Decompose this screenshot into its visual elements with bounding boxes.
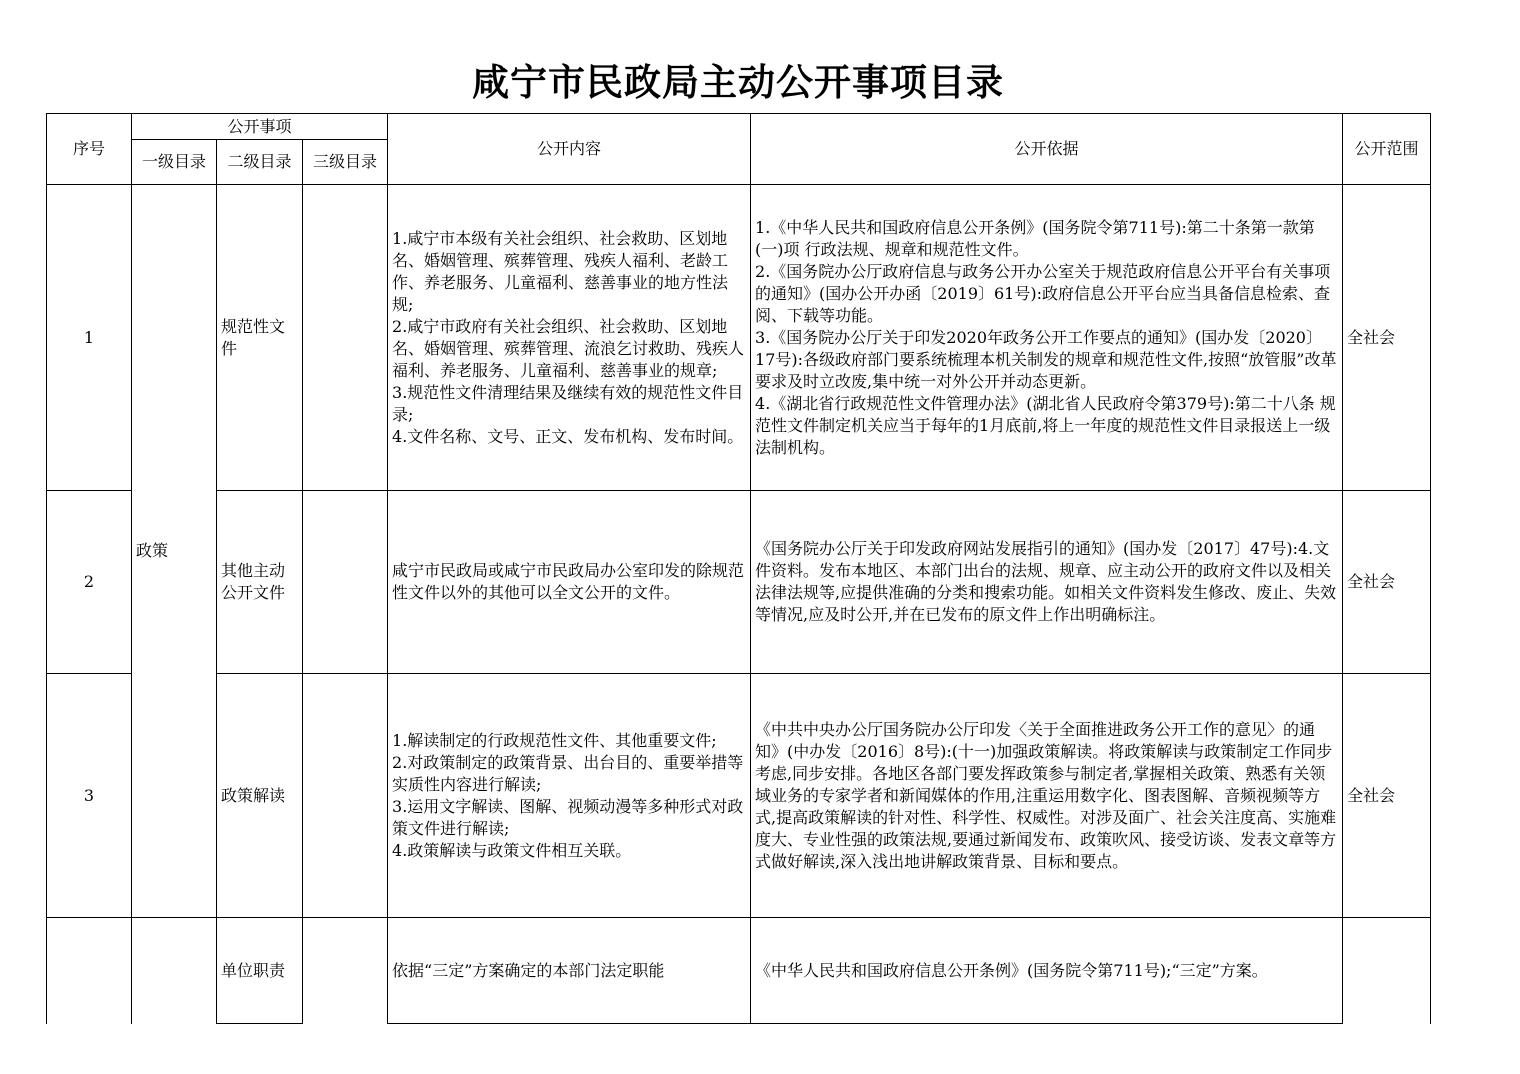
row-basis: 《中华人民共和国政府信息公开条例》(国务院令第711号);“三定”方案。 — [751, 918, 1343, 1024]
row-level2: 规范性文 件 — [217, 185, 303, 491]
table-row — [47, 491, 1431, 674]
row-content: 1.解读制定的行政规范性文件、其他重要文件; 2.对政策制定的政策背景、出台目的、重要举措等实质性内容进行解读; 3.运用文字解读、图解、视频动漫等多种形式对政策文件进行解读; 4.政策解读与政策文件相互关联。 — [388, 674, 751, 918]
row-scope: 全社会 — [1343, 185, 1431, 491]
row-level2: 单位职责 — [217, 918, 303, 1024]
row-content: 1.咸宁市本级有关社会组织、社会救助、区划地名、婚姻管理、殡葬管理、残疾人福利、老龄工作、养老服务、儿童福利、慈善事业的地方性法规; 2.咸宁市政府有关社会组织、社会救助、区划地名、婚姻管理、殡葬管理、流浪乞讨救助、残疾人福利、养老服务、儿童福利、慈善事业的规章; 3.规范性文件清理结果及继续有效的规范性文件目录; 4.文件名称、文号、正文、发布机构、发布时间。 — [388, 185, 751, 491]
row-basis: 《国务院办公厅关于印发政府网站发展指引的通知》(国办发〔2017〕47号):4.文件资料。发布本地区、本部门出台的法规、规章、应主动公开的政府文件以及相关法律法规等,应提供准确的分类和搜索功能。如相关文件资料发生修改、废止、失效等情况,应及时公开,并在已发布的原文件上作出明确标注。 — [751, 491, 1343, 674]
row-seq: 1 — [47, 185, 132, 491]
row-seq: 2 — [47, 491, 132, 674]
header-level3: 三级目录 — [303, 140, 388, 185]
row-level3 — [303, 491, 388, 674]
row-level2: 其他主动 公开文件 — [217, 491, 303, 674]
row-basis: 1.《中华人民共和国政府信息公开条例》(国务院令第711号):第二十条第一款第(一)项 行政法规、规章和规范性文件。 2.《国务院办公厅政府信息与政务公开办公室关于规范政府信息公开平台有关事项的通知》(国办公开办函〔2019〕61号):政府信息公开平台应当具备信息检索、查阅、下载等功能。 3.《国务院办公厅关于印发2020年政务公开工作要点的通知》(国办发〔2020〕17号):各级政府部门要系统梳理本机关制发的规章和规范性文件,按照“放管服”改革要求及时立改废,集中统一对外公开并动态更新。 4.《湖北省行政规范性文件管理办法》(湖北省人民政府令第379号):第二十八条 规范性文件制定机关应当于每年的1月底前,将上一年度的规范性文件目录报送上一级法制机构。 — [751, 185, 1343, 491]
row-scope: 全社会 — [1343, 674, 1431, 918]
header-basis: 公开依据 — [751, 114, 1343, 185]
table-row — [47, 674, 1431, 918]
row-scope — [1343, 918, 1431, 1024]
header-level2: 二级目录 — [217, 140, 303, 185]
header-content: 公开内容 — [388, 114, 751, 185]
row-seq — [47, 918, 132, 1024]
row-level3 — [303, 674, 388, 918]
header-items-group: 公开事项 — [132, 114, 388, 140]
level1-policy: 政策 — [132, 185, 217, 918]
table-row — [47, 918, 1431, 1024]
page-title: 咸宁市民政局主动公开事项目录 — [472, 60, 1004, 104]
row-content: 咸宁市民政局或咸宁市民政局办公室印发的除规范性文件以外的其他可以全文公开的文件。 — [388, 491, 751, 674]
header-seq: 序号 — [47, 114, 132, 185]
row-seq: 3 — [47, 674, 132, 918]
header-level1: 一级目录 — [132, 140, 217, 185]
row-content: 依据“三定”方案确定的本部门法定职能 — [388, 918, 751, 1024]
row-level2: 政策解读 — [217, 674, 303, 918]
row-level3 — [303, 918, 388, 1024]
table-row — [47, 185, 1431, 491]
header-row-1 — [47, 114, 1431, 140]
header-scope: 公开范围 — [1343, 114, 1431, 185]
row-scope: 全社会 — [1343, 491, 1431, 674]
row-level3 — [303, 185, 388, 491]
disclosure-catalog-table — [46, 113, 1431, 1024]
row-basis: 《中共中央办公厅国务院办公厅印发〈关于全面推进政务公开工作的意见〉的通知》(中办发〔2016〕8号):(十一)加强政策解读。将政策解读与政策制定工作同步考虑,同步安排。各地区各部门要发挥政策参与制定者,掌握相关政策、熟悉有关领域业务的专家学者和新闻媒体的作用,注重运用数字化、图表图解、音频视频等方式,提高政策解读的针对性、科学性、权威性。对涉及面广、社会关注度高、实施难度大、专业性强的政策法规,要通过新闻发布、政策吹风、接受访谈、发表文章等方式做好解读,深入浅出地讲解政策背景、目标和要点。 — [751, 674, 1343, 918]
row-level1 — [132, 918, 217, 1024]
